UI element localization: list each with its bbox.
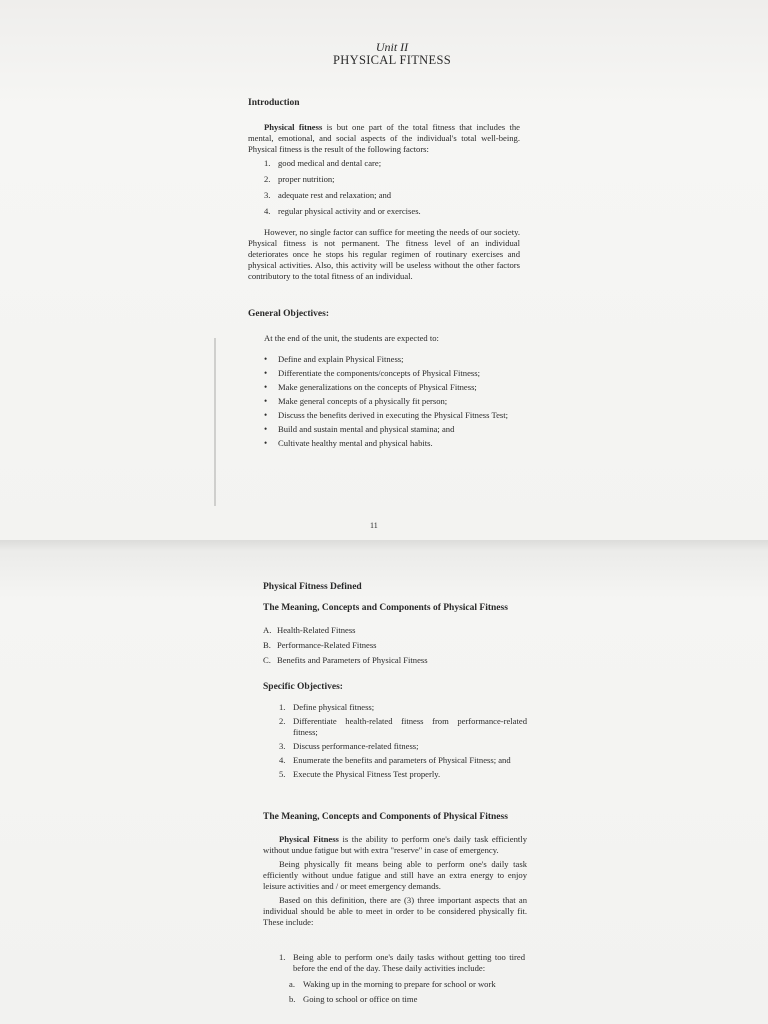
list-item: • Build and sustain mental and physical stamina; and xyxy=(264,424,455,434)
list-item: 4. Enumerate the benefits and parameters of Physical Fitness; and xyxy=(279,755,511,765)
intro-text: is but one part of the total fitness that includes the mental, emotional, and social aspects of the individual's total well-being. Physical fitness is the result of the following factors: xyxy=(248,122,520,154)
bullet-icon: • xyxy=(264,368,268,378)
page-12 xyxy=(0,540,768,1024)
binding-shadow xyxy=(214,338,216,506)
defined-section xyxy=(263,582,527,592)
aspect-list xyxy=(279,952,525,974)
paragraph: Being physically fit means being able to perform one's daily task efficiently without undue fatigue and still have an extra energy to enjoy leisure activities and / or meet emergency demands. xyxy=(263,859,527,891)
objectives-heading: General Objectives: xyxy=(248,309,329,319)
list-item: • Cultivate healthy mental and physical habits. xyxy=(264,438,433,448)
list-item: • Discuss the benefits derived in executing the Physical Fitness Test; xyxy=(264,410,509,420)
specific-list xyxy=(279,702,527,780)
sub-heading: The Meaning, Concepts and Components of Physical Fitness xyxy=(263,603,508,613)
definition-text: is the ability to perform one's daily task efficiently without undue fatigue but with extra "reserve" in case of emergency. xyxy=(263,834,527,855)
bullet-icon: • xyxy=(264,382,268,392)
list-item: 1. Define physical fitness; xyxy=(279,702,375,712)
intro-term: Physical fitness xyxy=(264,122,323,132)
list-item: • Make general concepts of a physically fit person; xyxy=(264,396,448,406)
components-list xyxy=(263,625,527,666)
specific-heading: Specific Objectives: xyxy=(263,682,343,692)
list-item: 2. Differentiate health-related fitness from performance-related fitness; xyxy=(279,716,527,737)
list-item: A. Health-Related Fitness xyxy=(263,625,356,635)
meaning-heading: The Meaning, Concepts and Components of Physical Fitness xyxy=(263,812,508,822)
meaning-body xyxy=(263,834,527,928)
objectives-body xyxy=(248,333,520,449)
objectives-intro: At the end of the unit, the students are expected to: xyxy=(264,333,439,343)
page-title: PHYSICAL FITNESS xyxy=(333,53,451,67)
unit-header xyxy=(248,42,520,66)
list-item: b. Going to school or office on time xyxy=(289,994,418,1004)
page-edge-shadow xyxy=(0,540,768,550)
list-item: 3. Discuss performance-related fitness; xyxy=(279,741,419,751)
however-body xyxy=(248,227,520,282)
meaning-section xyxy=(263,812,527,822)
list-item: 1. good medical and dental care; xyxy=(264,158,382,168)
definition-paragraph xyxy=(263,834,527,856)
list-item: 4. regular physical activity and or exercises. xyxy=(264,206,421,216)
unit-label: Unit II xyxy=(375,40,409,54)
list-item: 5. Execute the Physical Fitness Test properly. xyxy=(279,769,441,779)
intro-heading: Introduction xyxy=(248,98,300,108)
bullet-icon: • xyxy=(264,424,268,434)
however-paragraph: However, no single factor can suffice for meeting the needs of our society. Physical fitness is not permanent. The fitness level of an individual deteriorates once he stops his regular regimen of routinary exercises and physical activities. Also, this activity will be useless without the other factors contributory to the total fitness of an individual. xyxy=(248,227,520,281)
factors-list xyxy=(264,158,520,217)
specific-section xyxy=(263,682,527,780)
aspects-list xyxy=(279,952,525,1005)
intro-body xyxy=(248,122,520,217)
list-item: 3. adequate rest and relaxation; and xyxy=(264,190,392,200)
introduction-section xyxy=(248,98,520,108)
list-item: • Define and explain Physical Fitness; xyxy=(264,354,404,364)
list-item: B. Performance-Related Fitness xyxy=(263,640,377,650)
bullet-icon: • xyxy=(264,396,268,406)
subitem-list xyxy=(289,979,525,1005)
concepts-section xyxy=(263,603,527,666)
bullet-icon: • xyxy=(264,438,268,448)
objectives-section xyxy=(248,309,520,319)
objectives-list xyxy=(264,354,520,449)
definition-term: Physical Fitness xyxy=(279,834,339,844)
list-item: 2. proper nutrition; xyxy=(264,174,335,184)
bullet-icon: • xyxy=(264,410,268,420)
bullet-icon: • xyxy=(264,354,268,364)
page-number: 11 xyxy=(370,521,378,530)
intro-paragraph xyxy=(248,122,520,155)
list-item: 1. Being able to perform one's daily tasks without getting too tired before the end of the day. These daily activities include: xyxy=(279,952,525,973)
list-item: • Differentiate the components/concepts of Physical Fitness; xyxy=(264,368,480,378)
list-item: • Make generalizations on the concepts of Physical Fitness; xyxy=(264,382,477,392)
list-item: C. Benefits and Parameters of Physical Fitness xyxy=(263,655,428,665)
section-heading: Physical Fitness Defined xyxy=(263,582,362,592)
list-item: a. Waking up in the morning to prepare for school or work xyxy=(289,979,496,989)
paragraph: Based on this definition, there are (3) three important aspects that an individual should be able to meet in order to be considered physically fit. These include: xyxy=(263,895,527,927)
